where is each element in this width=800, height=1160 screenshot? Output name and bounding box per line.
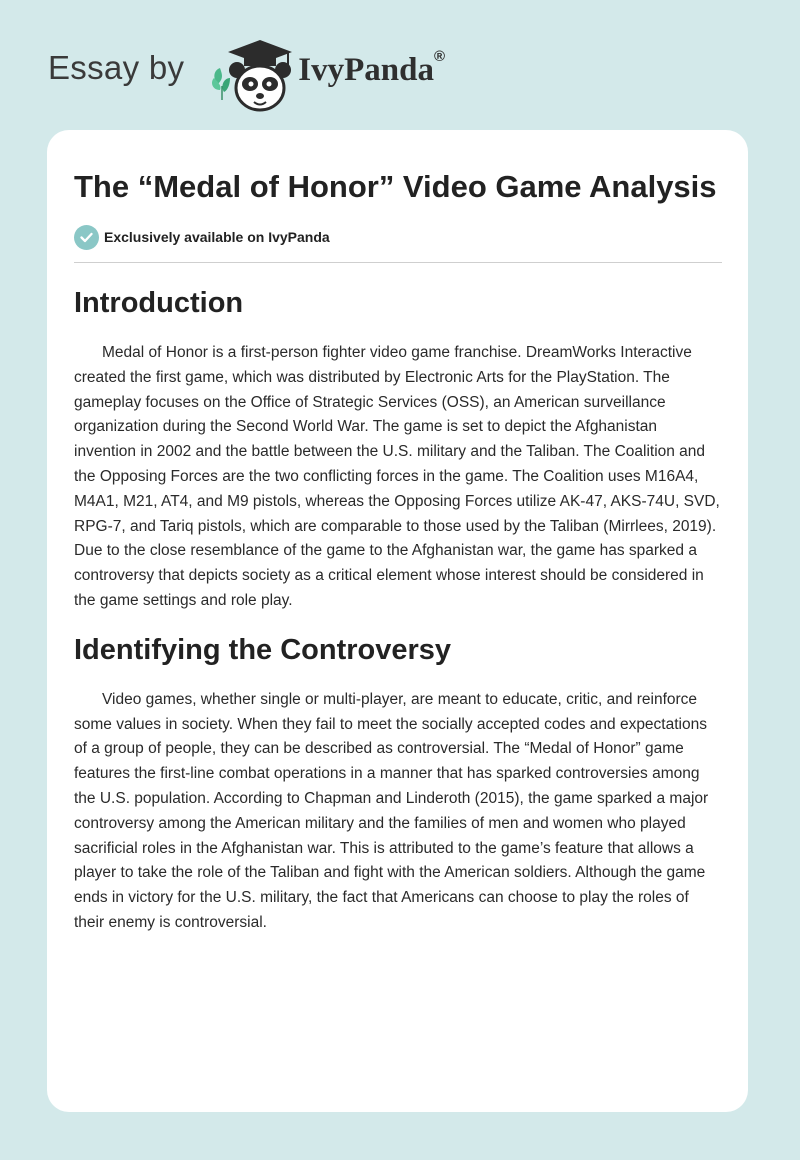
section-paragraph-controversy: Video games, whether single or multi-player, are meant to educate, critic, and reinforce some values in society. When they fail to meet the socially accepted codes and expectations of a group of people, they can be described as controversial. The “Medal of Honor” game features the first-line combat operations in a manner that has sparked controversies among the U.S. population. According to Chapman and Linderoth (2015), the game sparked a major controversy among the American military and the families of men and women who played sacrificial roles in the Afghanistan war. This is attributed to the game’s feature that allows a player to take the role of the Taliban and fight with the American soldiers. Although the game ends in victory for the U.S. military, the fact that Americans can choose to play the roles of their enemy is controversial. <box>74 690 709 931</box>
exclusive-badge <box>74 224 722 250</box>
section-heading-controversy: Identifying the Controversy <box>74 633 452 666</box>
site-header <box>48 34 445 114</box>
brand-name[interactable] <box>298 47 446 89</box>
section-heading-introduction: Introduction <box>74 287 244 319</box>
page-title: The “Medal of Honor” Video Game Analysis <box>74 169 717 204</box>
section-paragraph-introduction: Medal of Honor is a first-person fighter video game franchise. DreamWorks Interactive created the first game, which was distributed by Electronic Arts for the PlayStation. The gameplay focuses on the Office of Strategic Services (OSS), an American surveillance organization during the Second World War. The game is set to depict the Afghanistan invention in 2002 and the battle between the U.S. military and the Taliban. The Coalition and the Opposing Forces are the two conflicting forces in the game. The Coalition uses M16A4, M4A1, M21, AT4, and M9 pistols, whereas the Opposing Forces utilize AK-47, AKS-74U, SVD, RPG-7, and Tariq pistols, which are comparable to those used by the Taliban (Mirrlees, 2019). Due to the close resemblance of the game to the Afghanistan war, the game has sparked a controversy that depicts society as a critical element whose interest should be considered in the game settings and role play. <box>74 344 720 609</box>
essay-card <box>47 130 748 1112</box>
divider <box>74 262 722 263</box>
badge-text: Exclusively available on IvyPanda <box>104 229 330 245</box>
panda-graduation-icon[interactable] <box>210 34 292 114</box>
brand-text: IvyPanda <box>298 51 435 88</box>
essay-content <box>74 166 722 936</box>
essay-by-label: Essay by <box>48 49 185 86</box>
check-icon <box>74 225 99 250</box>
ivy-leaf-icon <box>212 68 230 100</box>
registered-mark: ® <box>434 47 446 65</box>
